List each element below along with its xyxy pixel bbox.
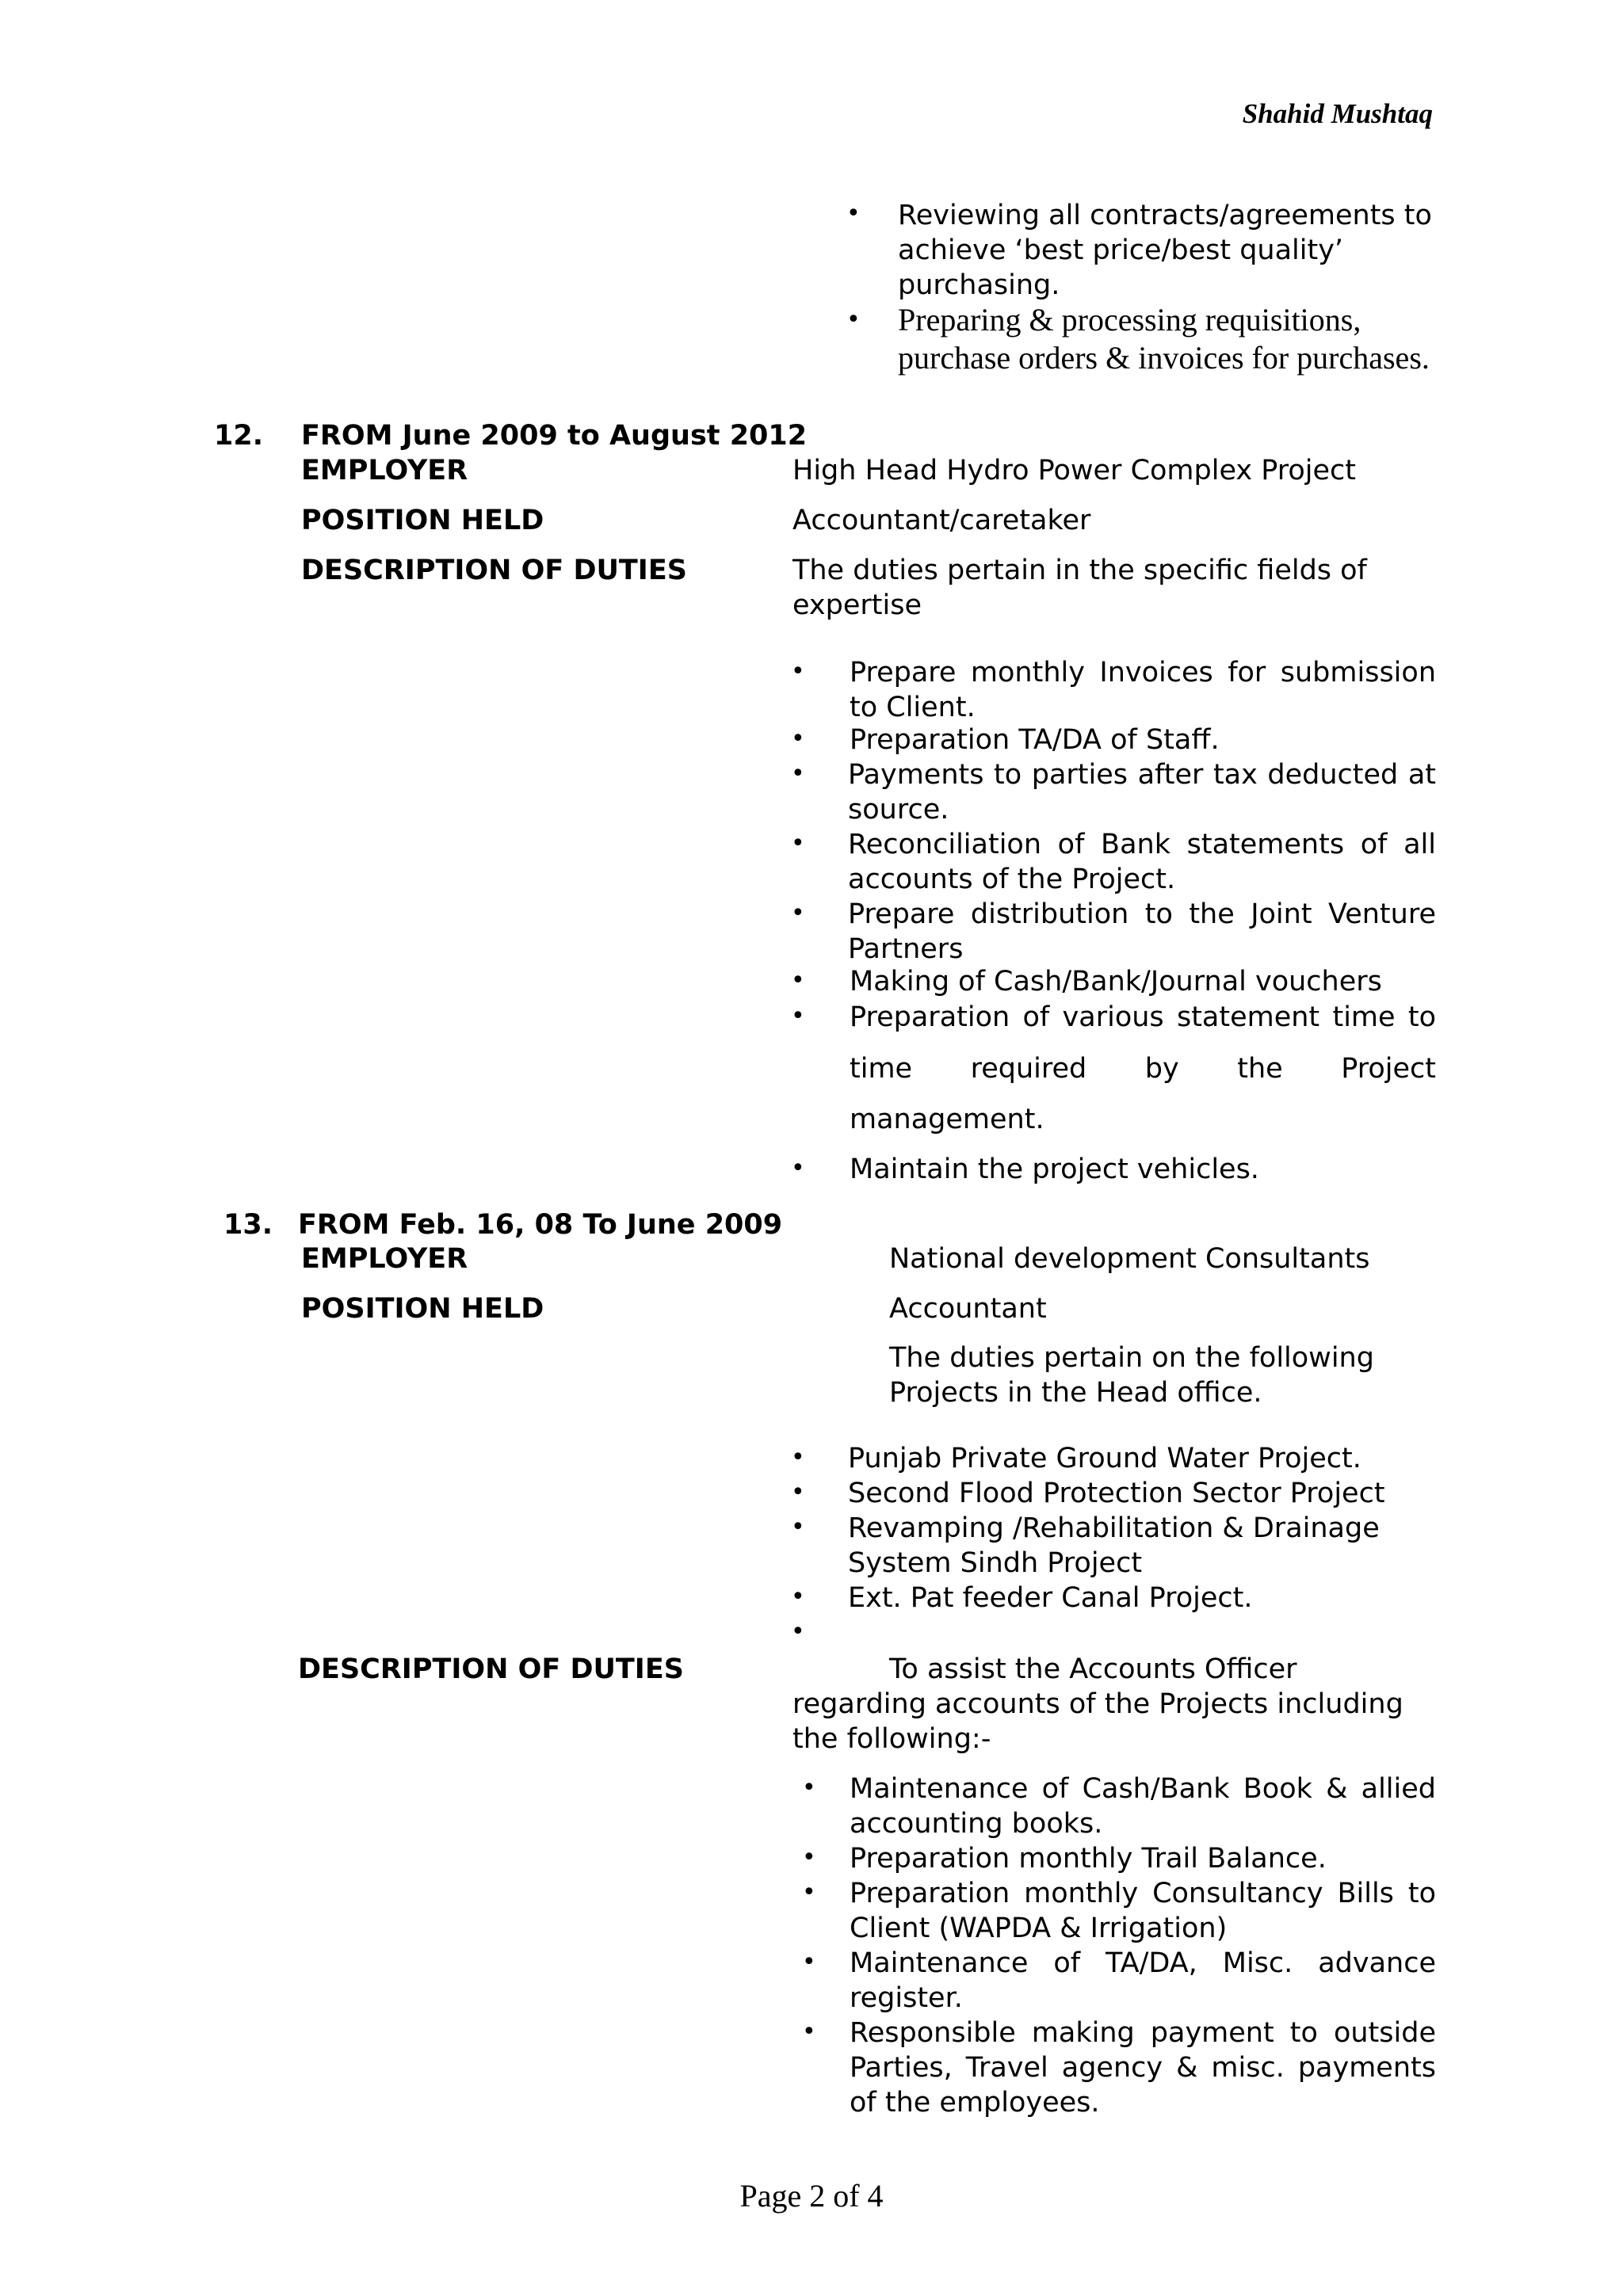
list-item: Preparing & processing requisitions, purchase orders & invoices for purchases.	[898, 302, 1430, 376]
bullet-dot: •	[802, 2018, 816, 2046]
position-value: Accountant	[889, 1293, 1047, 1325]
projects-intro: The duties pertain on the following Projects in the Head office.	[889, 1342, 1374, 1409]
bullet-dot: •	[802, 1948, 816, 1976]
list-item: Preparation TA/DA of Staff.	[850, 724, 1220, 756]
list-item: Maintain the project vehicles.	[850, 1154, 1259, 1185]
employer-value: High Head Hydro Power Complex Project	[792, 455, 1356, 486]
page-number: Page 2 of 4	[739, 2178, 884, 2214]
entry-number: 12.	[214, 420, 264, 452]
list-item: Punjab Private Ground Water Project.	[848, 1443, 1361, 1474]
list-item: Preparation of various statement time to	[850, 1001, 1436, 1033]
position-label: POSITION HELD	[301, 1293, 544, 1325]
list-item: Prepare monthly Invoices for submission to Client.	[850, 657, 1436, 723]
bullet-dot: •	[791, 899, 805, 927]
bullet-dot: •	[802, 1774, 816, 1802]
bullet-dot: •	[791, 830, 805, 857]
bullet-dot: •	[791, 760, 805, 788]
duties-label: DESCRIPTION OF DUTIES	[301, 555, 687, 586]
list-item: Revamping /Rehabilitation & Drainage System Sindh Project	[848, 1512, 1380, 1579]
bullet-dot: •	[791, 658, 805, 685]
list-item: Preparation monthly Trail Balance.	[850, 1843, 1327, 1875]
entry-number: 13.	[223, 1209, 273, 1241]
bullet-dot: •	[791, 1154, 805, 1182]
bullet-dot: •	[791, 967, 805, 994]
list-item-continuation: time required by the Project	[850, 1053, 1436, 1085]
list-item: Responsible making payment to outside Parties, Travel agency & misc. payments of the employees.	[850, 2017, 1436, 2119]
list-item: Second Flood Protection Sector Project	[848, 1478, 1385, 1509]
duties-intro: To assist the Accounts Officer regarding accounts of the Projects including the following:-	[792, 1653, 1403, 1755]
header-name: Shahid Mushtaq	[1242, 98, 1433, 129]
bullet-dot: •	[802, 1878, 816, 1906]
bullet-dot: •	[791, 1618, 805, 1646]
position-label: POSITION HELD	[301, 505, 544, 536]
employer-label: EMPLOYER	[301, 1243, 468, 1275]
bullet-dot: •	[791, 1444, 805, 1471]
duties-intro: The duties pertain in the specific fields of expertise	[792, 555, 1367, 621]
list-item: Preparation monthly Consultancy Bills to Client (WAPDA & Irrigation)	[850, 1878, 1436, 1944]
bullet-dot: •	[802, 1844, 816, 1871]
bullet-dot: •	[791, 725, 805, 753]
list-item-continuation: management.	[850, 1104, 1044, 1135]
bullet-dot: •	[846, 306, 861, 334]
position-value: Accountant/caretaker	[792, 505, 1091, 536]
list-item: Payments to parties after tax deducted at source.	[848, 759, 1436, 826]
bullet-dot: •	[791, 1478, 805, 1506]
entry-period: FROM Feb. 16, 08 To June 2009	[298, 1209, 783, 1241]
bullet-dot: •	[791, 1002, 805, 1030]
duties-label: DESCRIPTION OF DUTIES	[298, 1653, 684, 1685]
bullet-dot: •	[791, 1513, 805, 1541]
entry-period: FROM June 2009 to August 2012	[301, 420, 808, 452]
list-item: Making of Cash/Bank/Journal vouchers	[850, 966, 1382, 997]
employer-value: National development Consultants	[889, 1243, 1370, 1275]
list-item: Maintenance of Cash/Bank Book & allied accounting books.	[850, 1773, 1436, 1840]
list-item: Reconciliation of Bank statements of all accounts of the Project.	[848, 829, 1436, 895]
list-item: Maintenance of TA/DA, Misc. advance register.	[850, 1947, 1436, 2014]
bullet-dot: •	[791, 1583, 805, 1611]
list-item: Reviewing all contracts/agreements to achieve ‘best price/best quality’ purchasing.	[898, 200, 1432, 301]
employer-label: EMPLOYER	[301, 455, 468, 486]
bullet-dot: •	[846, 200, 861, 227]
list-item: Prepare distribution to the Joint Venture Partners	[848, 898, 1436, 965]
list-item: Ext. Pat feeder Canal Project.	[848, 1582, 1253, 1614]
